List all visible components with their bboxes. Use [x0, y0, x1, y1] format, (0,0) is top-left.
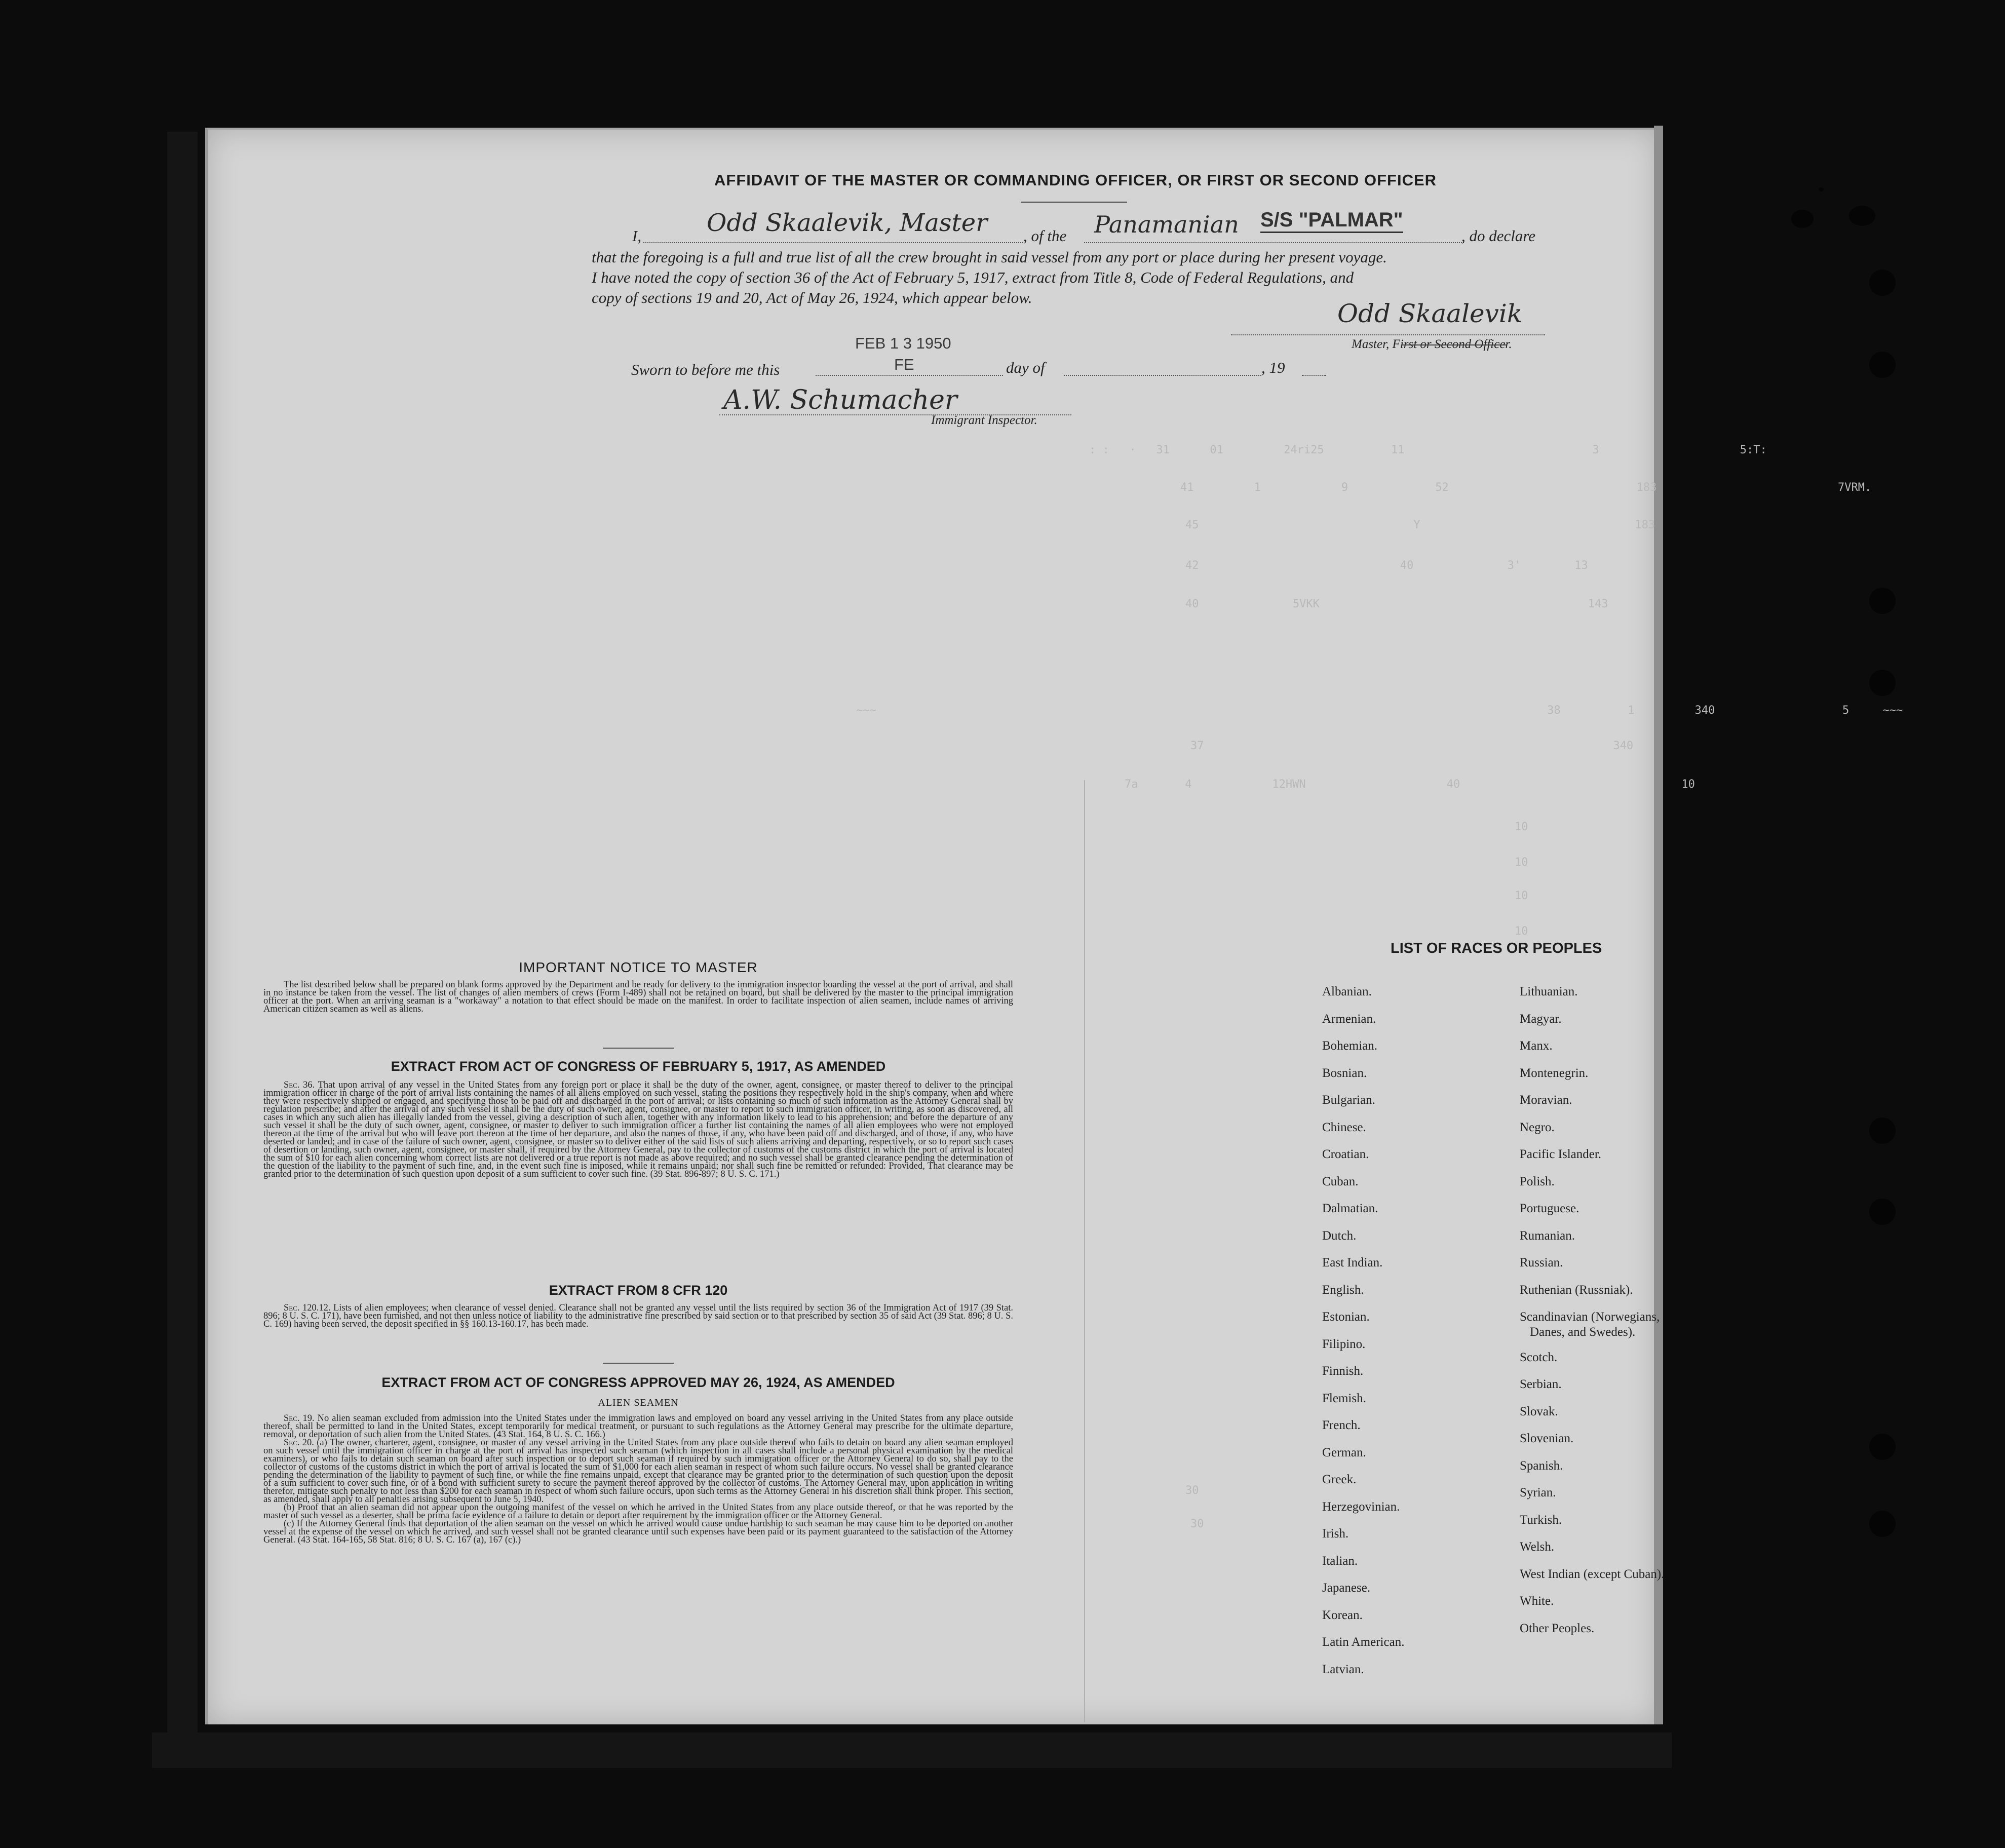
sec20-b-paragraph: (b) Proof that an alien seaman did not appear upon the outgoing manifest of the vessel on which he arrived in the United States from any place outside thereof, or that he was reported by the master of such vessel as a deserter, shall be prima facie evidence of a failure to detain or deport after requirement by the immigration officer or the Attorney General. [263, 1503, 1013, 1521]
race-item: Latin American. [1322, 1635, 1405, 1649]
race-item: Spanish. [1520, 1458, 1563, 1473]
day-of-label: day of [1006, 359, 1045, 376]
race-item: Moravian. [1520, 1093, 1572, 1107]
race-item: Herzegovinian. [1322, 1499, 1400, 1514]
extract-cfr-paragraph: Lists of alien employees; when clearance of vessel denied. Clearance shall not be granted any vessel until the lists required by section 36 of the Immigration Act of 1917 (39 Stat. 896; 8 U. S. C. 171), have been furnished, and not then unless notice of liability to the administrative fine prescribed by said section or to that prescribed by section 35 of said Act (39 Stat. 896; 8 U. S. C. 169) having been served, the deposit specified in §§ 160.13-160.17, has been made. [263, 1303, 1013, 1329]
bleed-through-marks: 7a 4 12HWN 40 10 [1125, 778, 1695, 791]
date-stamp: FEB 1 3 1950 [855, 334, 951, 352]
sworn-label: Sworn to before me this [631, 361, 780, 378]
punch-hole [1869, 352, 1896, 378]
section-divider [603, 1048, 674, 1049]
race-item: Irish. [1322, 1527, 1349, 1541]
race-item: Latvian. [1322, 1662, 1364, 1676]
section-label: Sec. 20. [284, 1438, 314, 1448]
sec20-paragraph: (a) The owner, charterer, agent, consignee, or master of any vessel arriving in the United States from any place outside thereof who fails to detain on board any alien seaman employed on such vessel until the immigration officer in charge at the port of arrival has inspected such seaman (which inspection in all cases shall include a personal physical examination by the medical examiners), or who fails to detain such seaman on board after such inspection or to deport such seaman if required by such immigration officer or the Attorney General to do so, shall pay to the collector of customs of the customs district in which the port of arrival is located the sum of $1,000 for each alien seaman in respect of whom such failure occurs. No vessel shall be granted clearance pending the determination of the liability to payment of such fine, or while the fine remains unpaid, except that clearance may be granted prior to the determination of such question upon the deposit of a sum sufficient to cover such fine, or of a bond with sufficient surety to secure the payment thereof approved by the collector of customs. The Attorney General may, upon application in writing therefor, mitigate such penalty to not less than $200 for each seaman in respect of whom such failure occurs, upon such terms as the Attorney General in his discretion shall think proper. This section, as amended, shall apply to all penalties arising subsequent to June 5, 1940. [263, 1438, 1014, 1505]
notice-text [263, 981, 1013, 1013]
strikethrough-first-second [1402, 344, 1507, 345]
inspector-caption: Immigrant Inspector. [931, 413, 1037, 427]
race-item: Bulgarian. [1322, 1093, 1375, 1107]
race-item: Polish. [1520, 1174, 1555, 1188]
bleed-through-marks: 10 [1515, 925, 1528, 938]
master-name-handwritten: Odd Skaalevik, Master [707, 209, 988, 237]
punch-hole [1869, 670, 1896, 696]
race-item: Croatian. [1322, 1147, 1369, 1161]
race-item: Ruthenian (Russniak). [1520, 1283, 1633, 1297]
bleed-through-marks: 42 40 3' 13 [1185, 559, 1588, 572]
extract-1917-text [263, 1081, 1013, 1178]
bleed-through-marks: 30 [1185, 1484, 1199, 1497]
ink-blot [1849, 206, 1875, 226]
race-item: East Indian. [1322, 1256, 1383, 1269]
bleed-through-marks: 10 [1515, 856, 1528, 869]
race-item: Pacific Islander. [1520, 1147, 1602, 1161]
sec20-c-paragraph: (c) If the Attorney General finds that deportation of the alien seaman on the vessel on which he arrived would cause undue hardship to such seaman he may cause him to be deported on another vessel at the expense of the vessel on which he arrived, and such vessel shall not be granted clearance until such expenses have been paid or its payment guaranteed to the satisfaction of the Attorney General. (43 Stat. 164-165, 58 Stat. 816; 8 U. S. C. 167 (a), 167 (c).) [263, 1519, 1013, 1545]
section-label: Sec. 120.12. [284, 1303, 331, 1313]
do-declare-label: , do declare [1461, 227, 1536, 245]
race-item: Estonian. [1322, 1310, 1370, 1324]
race-item: Scotch. [1520, 1350, 1558, 1364]
master-signature: Odd Skaalevik [1337, 299, 1523, 328]
extract-cfr-title: EXTRACT FROM 8 CFR 120 [549, 1283, 728, 1298]
race-item: Japanese. [1322, 1581, 1371, 1595]
race-item: White. [1520, 1594, 1554, 1608]
punch-hole [1869, 270, 1896, 296]
bleed-through-marks: : : · 31 01 24ri25 11 3 5:T: [1089, 444, 1767, 456]
signature-caption: Master, First or Second Officer. [1352, 337, 1512, 351]
sworn-day-line [816, 375, 1003, 376]
section-label: Sec. 19. [284, 1413, 315, 1423]
punch-hole [1869, 588, 1896, 614]
extract-1924-title: EXTRACT FROM ACT OF CONGRESS APPROVED MAY 26, 1924, AS AMENDED [381, 1375, 895, 1390]
scan-film-left [167, 132, 198, 1763]
race-item: Magyar. [1520, 1012, 1562, 1026]
race-item: Serbian. [1520, 1377, 1562, 1391]
race-item: Italian. [1322, 1554, 1358, 1568]
race-item: Negro. [1520, 1120, 1555, 1134]
bleed-through-marks: 10 [1515, 821, 1528, 833]
race-item: Greek. [1322, 1473, 1357, 1486]
vessel-name-stamp: S/S "PALMAR" [1260, 209, 1403, 233]
master-name-field-line [643, 242, 1023, 243]
bleed-through-marks: 37 340 [1190, 740, 1634, 752]
races-list-title: LIST OF RACES OR PEOPLES [1391, 940, 1602, 956]
affidavit-i-label: I, [632, 227, 642, 245]
race-item: Flemish. [1322, 1391, 1366, 1405]
ink-blot [1819, 187, 1824, 191]
race-item: Danes, and Swedes). [1530, 1325, 1636, 1339]
bleed-through-marks: 41 1 9 52 183 7VRM. [1180, 481, 1872, 494]
punch-hole [1869, 1199, 1896, 1225]
race-item: Turkish. [1520, 1513, 1562, 1527]
race-item: Montenegrin. [1520, 1066, 1589, 1080]
race-item: West Indian (except Cuban). [1520, 1567, 1665, 1581]
race-item: English. [1322, 1283, 1364, 1297]
sworn-month-line [1064, 375, 1261, 376]
sec19-paragraph: No alien seaman excluded from admission into the United States under the immigration laws and employed on board any vessel arriving in the United States from any place outside thereof, shall be permitted to land in the United States, except temporarily for medical treatment, or pursuant to such regulations as the Attorney General may prescribe for the ultimate departure, removal, or deportation of such alien from the United States. (43 Stat. 164, 8 U. S. C. 166.) [263, 1413, 1013, 1440]
race-item: Welsh. [1520, 1540, 1555, 1554]
race-item: Bohemian. [1322, 1039, 1378, 1053]
punch-hole [1869, 1434, 1896, 1460]
race-item: French. [1322, 1418, 1361, 1432]
date-stamp-partial: FE [894, 356, 914, 373]
race-item: Russian. [1520, 1256, 1563, 1269]
race-item: Chinese. [1322, 1120, 1366, 1134]
alien-seamen-subtitle: ALIEN SEAMEN [598, 1397, 679, 1408]
race-item: Rumanian. [1520, 1228, 1575, 1243]
sworn-year-line [1302, 375, 1326, 376]
declaration-line-2: that the foregoing is a full and true list of all the crew brought in said vessel from any port or place during her present voyage. [592, 248, 1387, 266]
declaration-line-4: copy of sections 19 and 20, Act of May 26, 1924, which appear below. [592, 289, 1032, 306]
declaration-line-3: I have noted the copy of section 36 of the Act of February 5, 1917, extract from Title 8, Code of Federal Regulations, and [592, 268, 1354, 286]
race-item: German. [1322, 1445, 1366, 1459]
extract-1917-paragraph: That upon arrival of any vessel in the United States from any foreign port or place it shall be the duty of the owner, agent, consignee, or master thereof to deliver to the principal immigration officer in charge of the port of arrival lists containing the names of all aliens employed on such vessel, stating the positions they respectively hold in the ship's company, when and where they were respectively shipped or engaged, and specifying those to be paid off and discharged in the port of arrival; or lists containing so much of such information as the Attorney General shall by regulation prescribe; and after the arrival of any such vessel it shall be the duty of such owner, agent, consignee, or master to report to such immigration officer, in writing, as soon as discovered, all cases in which any such alien has illegally landed from the vessel, giving a description of such alien, together with any information likely to lead to his apprehension; and before the departure of any such vessel it shall be the duty of such owner, agent, consignee, or master to deliver to such immigration officer a further list containing the names of all alien employees who were not employed thereon at the time of the arrival but who will leave port thereon at the time of her departure, and also the names of those, if any, who have been paid off and discharged, and of those, if any, who have deserted or landed; and in case of the failure of such owner, agent, consignee, or master so to deliver either of the said lists of such aliens arriving and departing, respectively, or so to report such cases of desertion or landing, such owner, agent, consignee, or master shall, if required by the Attorney General, pay to the collector of customs of the customs district in which the port of arrival is located the sum of $10 for each alien concerning whom correct lists are not delivered or a true report is not made as above required; and no such vessel shall be granted clearance pending the determination of the question of the liability to the payment of such fine, and, in the event such fine is imposed, while it remains unpaid; nor shall such fine be remitted or refunded: Provided, That clearance may be granted prior to the determination of such question upon deposit of a sum sufficient to cover such fine. (39 Stat. 896-897; 8 U. S. C. 171.) [263, 1080, 1014, 1179]
bleed-through-marks: 40 5VKK 143 [1185, 598, 1608, 610]
race-item: Syrian. [1520, 1486, 1556, 1499]
race-item: Finnish. [1322, 1364, 1364, 1378]
page-edge [1654, 126, 1663, 1724]
bleed-through-marks: 10 [1515, 890, 1528, 902]
race-item: Dalmatian. [1322, 1202, 1378, 1215]
race-item: Korean. [1322, 1608, 1363, 1622]
race-item: Portuguese. [1520, 1202, 1579, 1215]
race-item: Other Peoples. [1520, 1621, 1595, 1635]
ink-blot [1791, 210, 1814, 228]
extract-cfr-text [263, 1304, 1013, 1328]
race-item: Cuban. [1322, 1174, 1359, 1188]
race-item: Albanian. [1322, 985, 1372, 998]
section-label: Sec. 36. [284, 1080, 315, 1090]
vessel-field-line [1084, 242, 1464, 243]
signature-line [1231, 334, 1545, 335]
race-item: Bosnian. [1322, 1066, 1367, 1080]
bleed-through-marks: ~~~ 38 1 340 5 ~~~ [856, 704, 1903, 717]
notice-paragraph: The list described below shall be prepared on blank forms approved by the Department and be ready for delivery to the immigration inspector boarding the vessel at the port of arrival, and shall in no instance be taken from the vessel. The list of changes of alien members of crews (Form I-489) shall not be retained on board, but shall be delivered by the master to the principal immigration officer at the port. When an arriving seaman is a "workaway" a notation to that effect should be made on the manifest. In order to facilitate inspection of alien seamen, include names of arriving American citizen seamen as well as aliens. [263, 980, 1013, 1014]
race-item: Armenian. [1322, 1012, 1376, 1026]
race-item: Lithuanian. [1520, 985, 1578, 998]
nationality-handwritten: Panamanian [1094, 211, 1239, 238]
punch-hole [1869, 1511, 1896, 1537]
race-item: Dutch. [1322, 1228, 1357, 1243]
extract-1924-text [263, 1414, 1013, 1544]
inspector-signature: A.W. Schumacher [723, 385, 957, 415]
page-fold-line [1084, 780, 1085, 1722]
title-underline [1021, 202, 1127, 203]
of-the-label: , of the [1023, 227, 1067, 245]
bleed-through-marks: 30 [1190, 1518, 1204, 1530]
extract-1917-title: EXTRACT FROM ACT OF CONGRESS OF FEBRUARY 5, 1917, AS AMENDED [391, 1059, 886, 1074]
race-item: Slovak. [1520, 1404, 1558, 1418]
affidavit-title: AFFIDAVIT OF THE MASTER OR COMMANDING OFFICER, OR FIRST OR SECOND OFFICER [714, 171, 1437, 189]
bleed-through-marks: 45 Y 183 [1185, 519, 1655, 531]
race-item: Manx. [1520, 1039, 1553, 1053]
scan-film-bottom [152, 1732, 1672, 1768]
section-divider [603, 1363, 674, 1364]
race-item: Filipino. [1322, 1337, 1366, 1351]
year-label: , 19 [1261, 359, 1285, 376]
notice-title: IMPORTANT NOTICE TO MASTER [519, 959, 758, 975]
punch-hole [1869, 1118, 1896, 1144]
race-item: Slovenian. [1520, 1432, 1574, 1445]
race-item: Scandinavian (Norwegians, [1520, 1310, 1660, 1324]
